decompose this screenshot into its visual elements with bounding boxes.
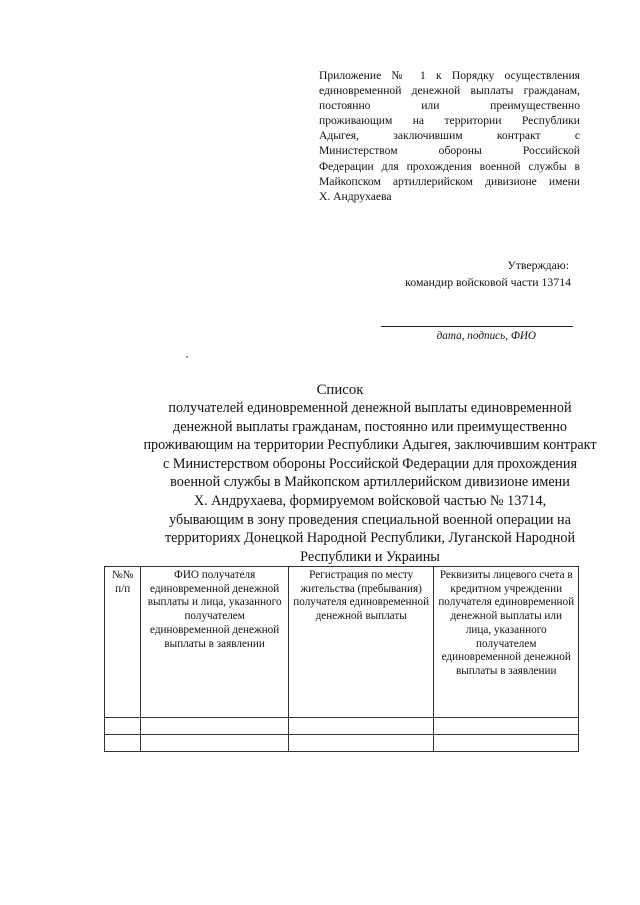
approval-block (300, 257, 571, 290)
header-registration: Регистрация по месту жительства (пребывания) получателя единовременной денежной выплаты (288, 567, 434, 718)
appendix-line: Приложение № 1 к Порядку осуществления (319, 69, 580, 82)
appendix-line: Майкопском артиллерийском дивизионе имени (319, 174, 580, 188)
recipients-table (104, 566, 579, 752)
table-header-row (105, 567, 579, 718)
appendix-line: Министерством обороны Российской (319, 144, 580, 158)
subtitle-line: получателей единовременной денежной выплаты единовременной (168, 400, 572, 416)
subtitle-line: денежной выплаты гражданам, постоянно или преимущественно (173, 418, 567, 435)
document-subtitle (0, 399, 640, 566)
appendix-line: Адыгея, заключившим контракт с (319, 129, 580, 143)
subtitle-line: с Министерством обороны Российской Федерации для прохождения (163, 455, 577, 472)
table-cell (105, 735, 141, 752)
stray-mark (186, 356, 188, 358)
table-row (105, 735, 579, 752)
header-number: №№ п/п (105, 567, 141, 718)
table-cell (141, 718, 289, 735)
subtitle-line: военной службы в Майкопском артиллерийском дивизионе имени (170, 474, 570, 491)
subtitle-line: проживающим на территории Республики Адыгея, заключившим контракт (143, 437, 597, 454)
table-cell (434, 735, 579, 752)
appendix-line: постоянно или преимущественно (319, 99, 580, 113)
table-row (105, 718, 579, 735)
table-cell (434, 718, 579, 735)
appendix-line: проживающим на территории Республики (319, 114, 580, 128)
approval-title: Утверждаю: (507, 258, 569, 272)
table-cell (105, 718, 141, 735)
signature-caption: дата, подпись, ФИО (436, 330, 536, 342)
subtitle-line: территориях Донецкой Народной Республики, Луганской Народной (164, 530, 576, 547)
table-cell (288, 718, 434, 735)
header-account-details: Реквизиты лицевого счета в кредитном учреждении получателя единовременной денежной выплаты или лица, указанного получателем единовременной денежной выплаты в заявлении (434, 567, 579, 718)
approval-role: командир войсковой части 13714 (405, 275, 571, 289)
appendix-line: Х. Андрухаева (319, 189, 392, 203)
document-title: Список (316, 382, 364, 398)
appendix-line: единовременной денежной выплаты гражданам, (319, 84, 580, 98)
table-cell (288, 735, 434, 752)
appendix-note (319, 68, 580, 204)
subtitle-line: Республики и Украины (300, 548, 440, 565)
header-recipient-name: ФИО получателя единовременной денежной выплаты и лица, указанного получателем единовременной денежной выплаты в заявлении (141, 567, 289, 718)
appendix-line: Федерации для прохождения военной службы в (319, 159, 580, 173)
table-cell (141, 735, 289, 752)
signature-line (381, 326, 573, 327)
subtitle-line: убывающим в зону проведения специальной военной операции на (169, 511, 571, 528)
subtitle-line: Х. Андрухаева, формируемом войсковой частью № 13714, (193, 492, 547, 509)
